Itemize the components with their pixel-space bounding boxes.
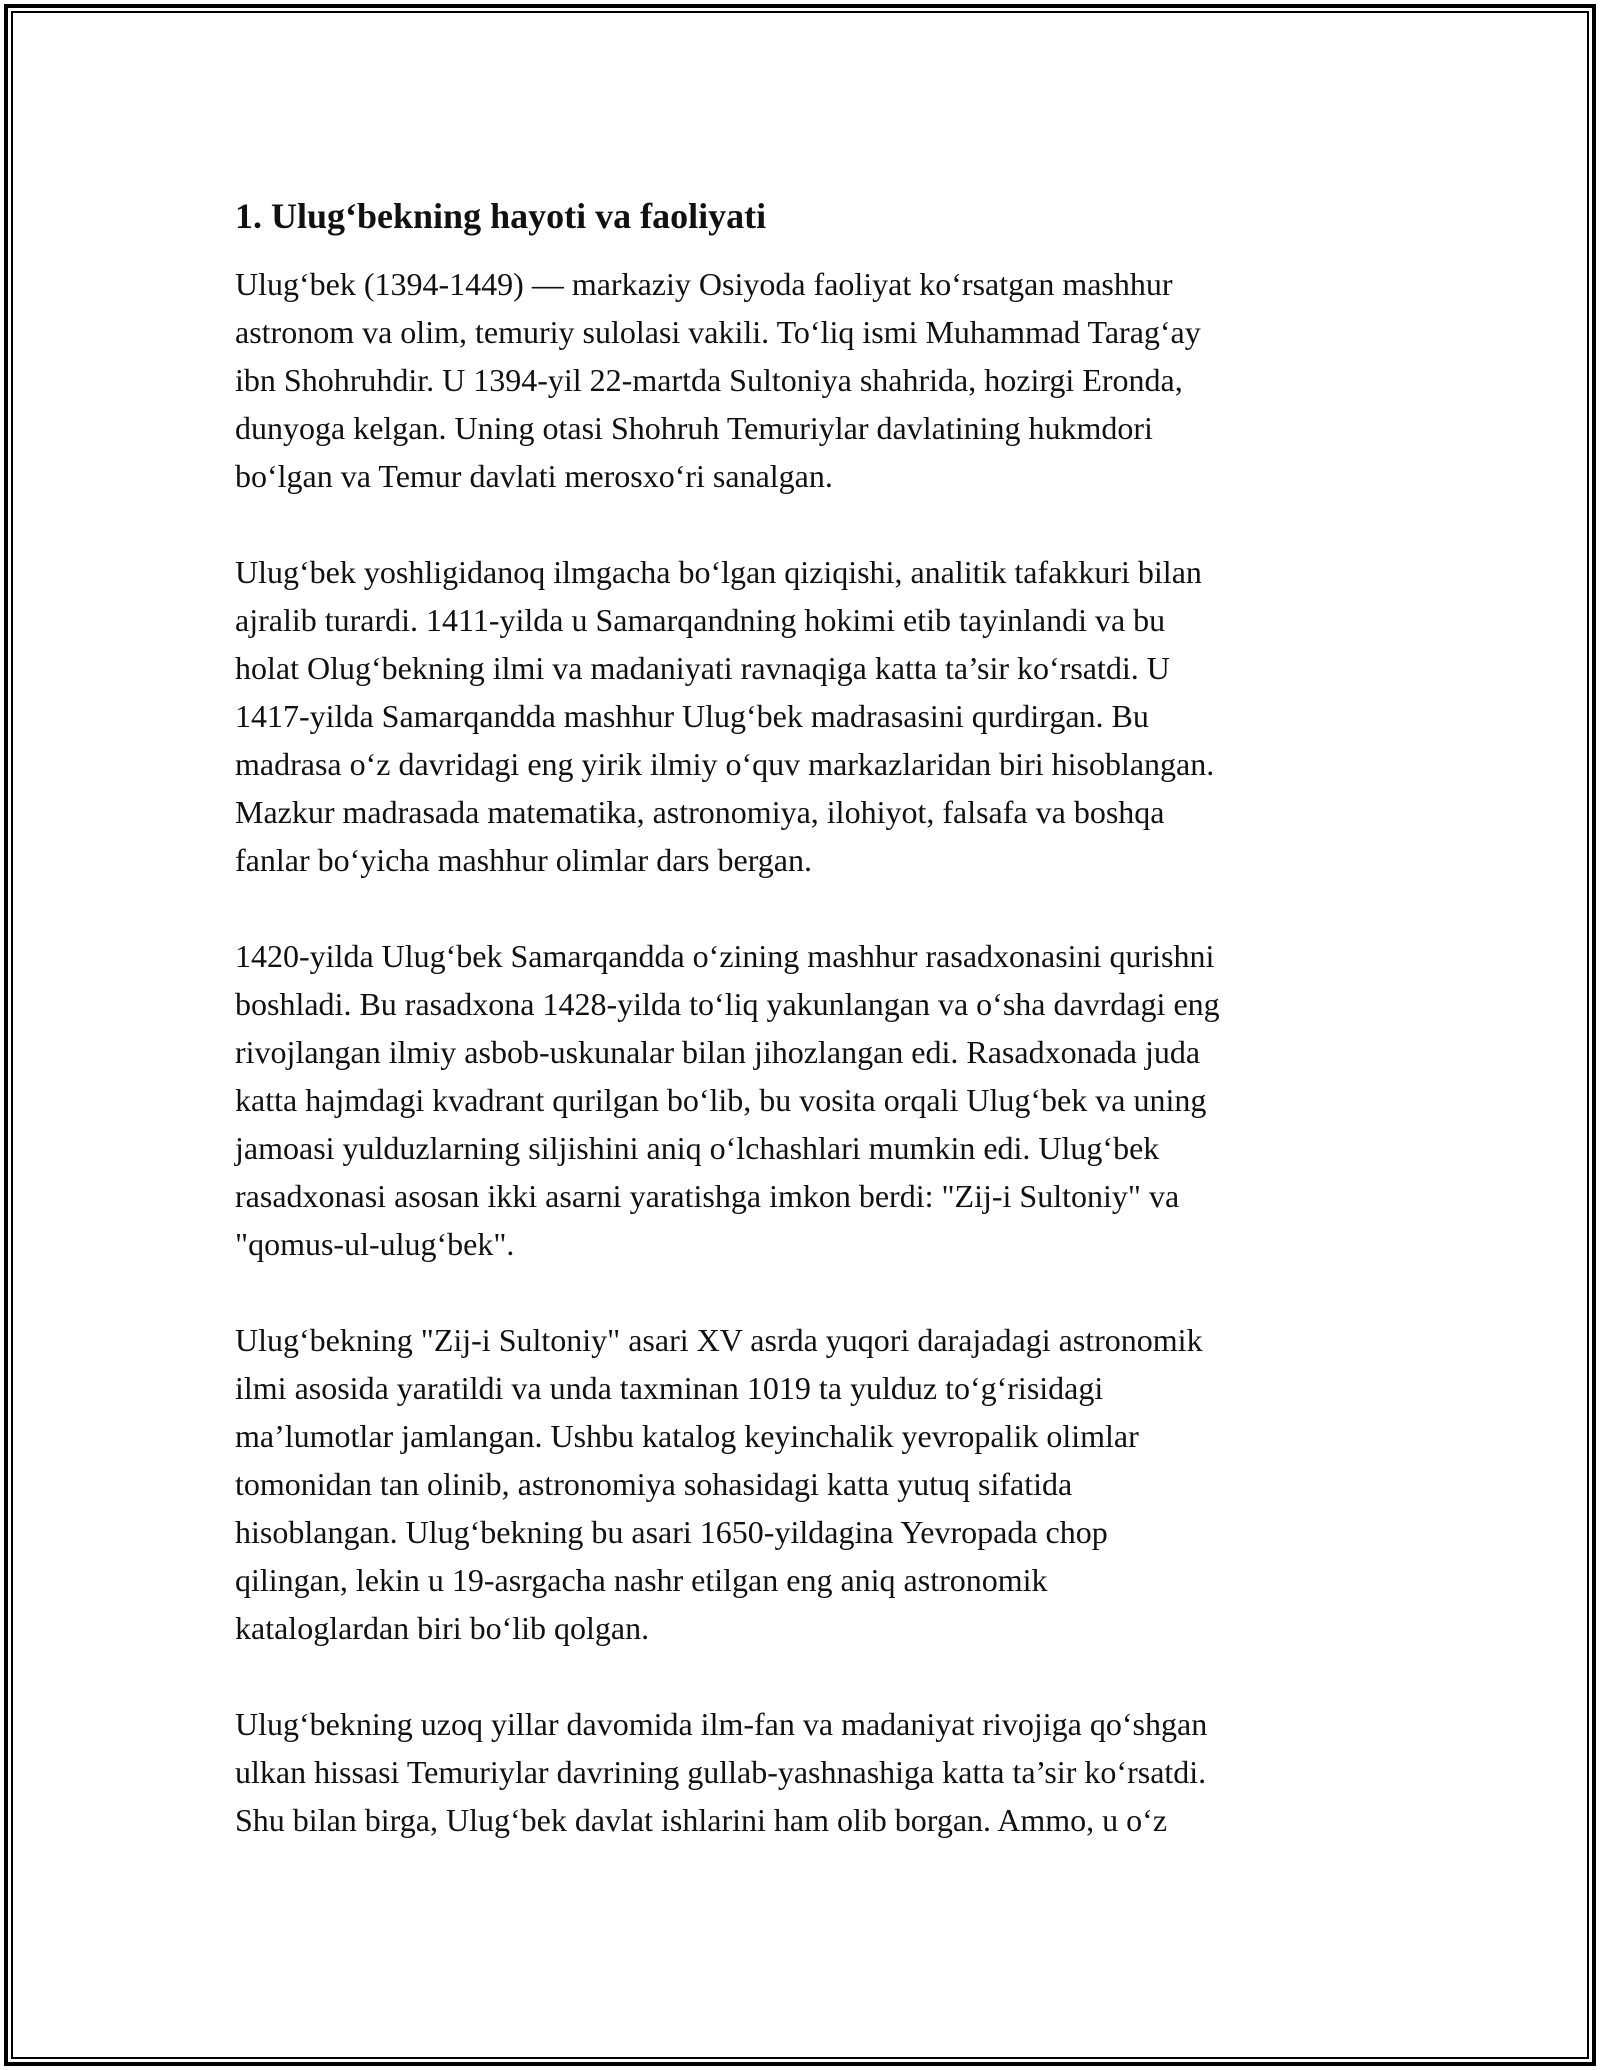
section-heading: 1. Ulug‘bekning hayoti va faoliyati: [235, 196, 767, 236]
paragraph-line: rivojlangan ilmiy asbob-uskunalar bilan jihozlangan edi. Rasadxonada juda: [235, 1034, 1201, 1070]
paragraph-line: astronom va olim, temuriy sulolasi vakili. To‘liq ismi Muhammad Tarag‘ay: [235, 314, 1201, 350]
paragraph-line: fanlar bo‘yicha mashhur olimlar dars bergan.: [235, 842, 812, 878]
paragraph-line: ma’lumotlar jamlangan. Ushbu katalog keyinchalik yevropalik olimlar: [235, 1418, 1139, 1454]
paragraph-line: Ulug‘bek (1394-1449) — markaziy Osiyoda faoliyat ko‘rsatgan mashhur: [235, 266, 1173, 302]
paragraph-list: [235, 260, 1375, 1844]
paragraph-line: jamoasi yulduzlarning siljishini aniq o‘lchashlari mumkin edi. Ulug‘bek: [235, 1130, 1160, 1166]
document-body: [235, 192, 1375, 1892]
paragraph-line: Ulug‘bekning "Zij-i Sultoniy" asari XV asrda yuqori darajadagi astronomik: [235, 1322, 1203, 1358]
paragraph-line: "qomus-ul-ulug‘bek".: [235, 1226, 515, 1262]
paragraph: [235, 260, 1375, 500]
paragraph-line: holat Olug‘bekning ilmi va madaniyati ravnaqiga katta ta’sir ko‘rsatdi. U: [235, 650, 1170, 686]
paragraph-line: tomonidan tan olinib, astronomiya sohasidagi katta yutuq sifatida: [235, 1466, 1073, 1502]
paragraph-line: madrasa o‘z davridagi eng yirik ilmiy o‘quv markazlaridan biri hisoblangan.: [235, 746, 1215, 782]
paragraph-line: Ulug‘bek yoshligidanoq ilmgacha bo‘lgan qiziqishi, analitik tafakkuri bilan: [235, 554, 1202, 590]
paragraph-line: katta hajmdagi kvadrant qurilgan bo‘lib, bu vosita orqali Ulug‘bek va uning: [235, 1082, 1207, 1118]
paragraph-line: ilmi asosida yaratildi va unda taxminan 1019 ta yulduz to‘g‘risidagi: [235, 1370, 1104, 1406]
paragraph-line: 1417-yilda Samarqandda mashhur Ulug‘bek madrasasini qurdirgan. Bu: [235, 698, 1149, 734]
paragraph-line: Shu bilan birga, Ulug‘bek davlat ishlarini ham olib borgan. Ammo, u o‘z: [235, 1802, 1168, 1838]
paragraph-line: bo‘lgan va Temur davlati merosxo‘ri sanalgan.: [235, 458, 833, 494]
paragraph-line: Ulug‘bekning uzoq yillar davomida ilm-fan va madaniyat rivojiga qo‘shgan: [235, 1706, 1208, 1742]
paragraph-line: Mazkur madrasada matematika, astronomiya, ilohiyot, falsafa va boshqa: [235, 794, 1165, 830]
paragraph-line: ulkan hissasi Temuriylar davrining gullab-yashnashiga katta ta’sir ko‘rsatdi.: [235, 1754, 1207, 1790]
paragraph-line: dunyoga kelgan. Uning otasi Shohruh Temuriylar davlatining hukmdori: [235, 410, 1153, 446]
paragraph-line: 1420-yilda Ulug‘bek Samarqandda o‘zining mashhur rasadxonasini qurishni: [235, 938, 1215, 974]
paragraph-line: ajralib turardi. 1411-yilda u Samarqandning hokimi etib tayinlandi va bu: [235, 602, 1166, 638]
paragraph: [235, 548, 1375, 884]
paragraph-line: qilingan, lekin u 19-asrgacha nashr etilgan eng aniq astronomik: [235, 1562, 1048, 1598]
paragraph-line: boshladi. Bu rasadxona 1428-yilda to‘liq yakunlangan va o‘sha davrdagi eng: [235, 986, 1220, 1022]
paragraph-line: rasadxonasi asosan ikki asarni yaratishga imkon berdi: "Zij-i Sultoniy" va: [235, 1178, 1180, 1214]
paragraph: [235, 1700, 1375, 1844]
paragraph-line: ibn Shohruhdir. U 1394-yil 22-martda Sultoniya shahrida, hozirgi Eronda,: [235, 362, 1183, 398]
paragraph-line: hisoblangan. Ulug‘bekning bu asari 1650-yildagina Yevropada chop: [235, 1514, 1108, 1550]
paragraph: [235, 1316, 1375, 1652]
paragraph-line: kataloglardan biri bo‘lib qolgan.: [235, 1610, 650, 1646]
paragraph: [235, 932, 1375, 1268]
